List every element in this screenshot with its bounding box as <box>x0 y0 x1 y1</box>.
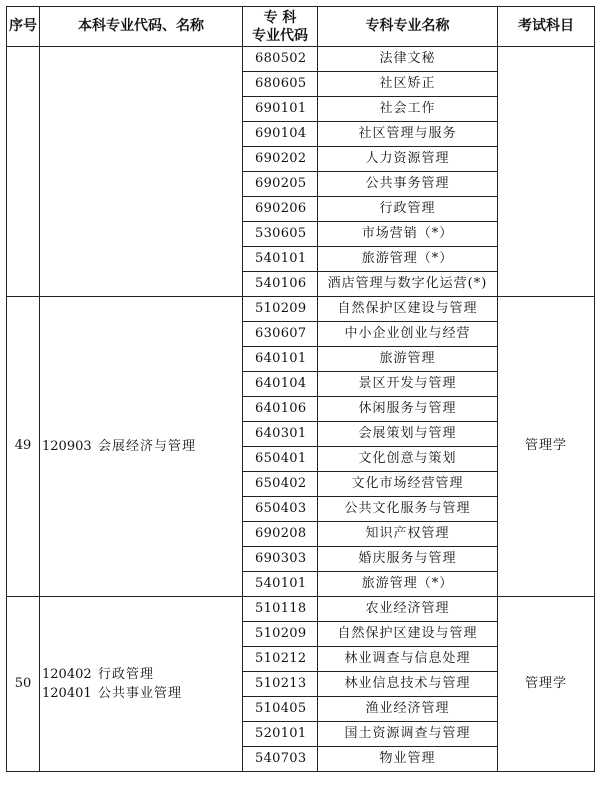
junior-major-name: 市场营销（*） <box>318 222 498 247</box>
junior-major-code: 510405 <box>243 697 318 722</box>
junior-major-name: 林业信息技术与管理 <box>318 672 498 697</box>
group-undergrad-major-cell <box>40 297 243 597</box>
group-seq-cell: 49 <box>7 297 40 597</box>
junior-major-name: 自然保护区建设与管理 <box>318 297 498 322</box>
table-row <box>7 597 595 622</box>
junior-major-name: 社区管理与服务 <box>318 122 498 147</box>
junior-major-code: 530605 <box>243 222 318 247</box>
junior-major-name: 休闲服务与管理 <box>318 397 498 422</box>
junior-major-name: 人力资源管理 <box>318 147 498 172</box>
junior-major-code: 540101 <box>243 572 318 597</box>
group-exam-subject-cell <box>498 47 595 297</box>
header-seq: 序号 <box>7 7 40 47</box>
undergrad-major-entry <box>42 684 242 703</box>
junior-major-code: 690206 <box>243 197 318 222</box>
group-seq-cell: 50 <box>7 597 40 772</box>
undergrad-major-entry <box>42 665 242 684</box>
junior-major-name: 公共文化服务与管理 <box>318 497 498 522</box>
junior-major-name: 中小企业创业与经营 <box>318 322 498 347</box>
junior-major-name: 酒店管理与数字化运营(*) <box>318 272 498 297</box>
junior-major-code: 520101 <box>243 722 318 747</box>
group-exam-subject-cell: 管理学 <box>498 597 595 772</box>
junior-major-code: 540101 <box>243 247 318 272</box>
junior-major-name: 旅游管理 <box>318 347 498 372</box>
junior-major-name: 渔业经济管理 <box>318 697 498 722</box>
junior-major-code: 540703 <box>243 747 318 772</box>
junior-major-name: 林业调查与信息处理 <box>318 647 498 672</box>
undergrad-major-entry <box>42 437 242 456</box>
header-junior-code-line2: 专业代码 <box>252 27 308 44</box>
junior-major-code: 690104 <box>243 122 318 147</box>
junior-major-name: 文化市场经营管理 <box>318 472 498 497</box>
junior-major-code: 510213 <box>243 672 318 697</box>
junior-major-code: 650403 <box>243 497 318 522</box>
group-seq-cell <box>7 47 40 297</box>
junior-major-code: 510209 <box>243 297 318 322</box>
junior-major-code: 540106 <box>243 272 318 297</box>
junior-major-name: 知识产权管理 <box>318 522 498 547</box>
junior-major-code: 510212 <box>243 647 318 672</box>
undergrad-major-code: 120402 <box>42 667 92 682</box>
junior-major-name: 法律文秘 <box>318 47 498 72</box>
junior-major-code: 640301 <box>243 422 318 447</box>
header-undergrad-major: 本科专业代码、名称 <box>40 7 243 47</box>
major-mapping-table <box>6 6 595 772</box>
junior-major-name: 农业经济管理 <box>318 597 498 622</box>
header-exam-subject: 考试科目 <box>498 7 595 47</box>
junior-major-code: 650402 <box>243 472 318 497</box>
junior-major-code: 690202 <box>243 147 318 172</box>
junior-major-name: 社会工作 <box>318 97 498 122</box>
junior-major-code: 690208 <box>243 522 318 547</box>
undergrad-major-code: 120401 <box>42 686 92 701</box>
junior-major-name: 公共事务管理 <box>318 172 498 197</box>
junior-major-code: 640104 <box>243 372 318 397</box>
undergrad-major-name: 会展经济与管理 <box>98 439 197 454</box>
junior-major-name: 旅游管理（*） <box>318 572 498 597</box>
junior-major-code: 650401 <box>243 447 318 472</box>
junior-major-code: 690303 <box>243 547 318 572</box>
junior-major-code: 640106 <box>243 397 318 422</box>
junior-major-code: 630607 <box>243 322 318 347</box>
junior-major-code: 510118 <box>243 597 318 622</box>
junior-major-name: 文化创意与策划 <box>318 447 498 472</box>
header-junior-code <box>243 7 318 47</box>
junior-major-name: 旅游管理（*） <box>318 247 498 272</box>
header-junior-code-line1: 专 科 <box>263 9 297 26</box>
junior-major-code: 690205 <box>243 172 318 197</box>
junior-major-name: 社区矫正 <box>318 72 498 97</box>
junior-major-name: 国土资源调查与管理 <box>318 722 498 747</box>
junior-major-code: 690101 <box>243 97 318 122</box>
junior-major-name: 行政管理 <box>318 197 498 222</box>
undergrad-major-code: 120903 <box>42 439 92 454</box>
junior-major-name: 婚庆服务与管理 <box>318 547 498 572</box>
junior-major-code: 680502 <box>243 47 318 72</box>
undergrad-major-name: 公共事业管理 <box>98 686 183 701</box>
table-row <box>7 47 595 72</box>
table-body <box>7 47 595 772</box>
group-exam-subject-cell: 管理学 <box>498 297 595 597</box>
junior-major-code: 680605 <box>243 72 318 97</box>
undergrad-major-name: 行政管理 <box>98 667 155 682</box>
junior-major-name: 自然保护区建设与管理 <box>318 622 498 647</box>
junior-major-name: 会展策划与管理 <box>318 422 498 447</box>
header-junior-name: 专科专业名称 <box>318 7 498 47</box>
junior-major-name: 景区开发与管理 <box>318 372 498 397</box>
header-row <box>7 7 595 47</box>
group-undergrad-major-cell <box>40 47 243 297</box>
junior-major-code: 510209 <box>243 622 318 647</box>
group-undergrad-major-cell <box>40 597 243 772</box>
junior-major-code: 640101 <box>243 347 318 372</box>
junior-major-name: 物业管理 <box>318 747 498 772</box>
table-row <box>7 297 595 322</box>
